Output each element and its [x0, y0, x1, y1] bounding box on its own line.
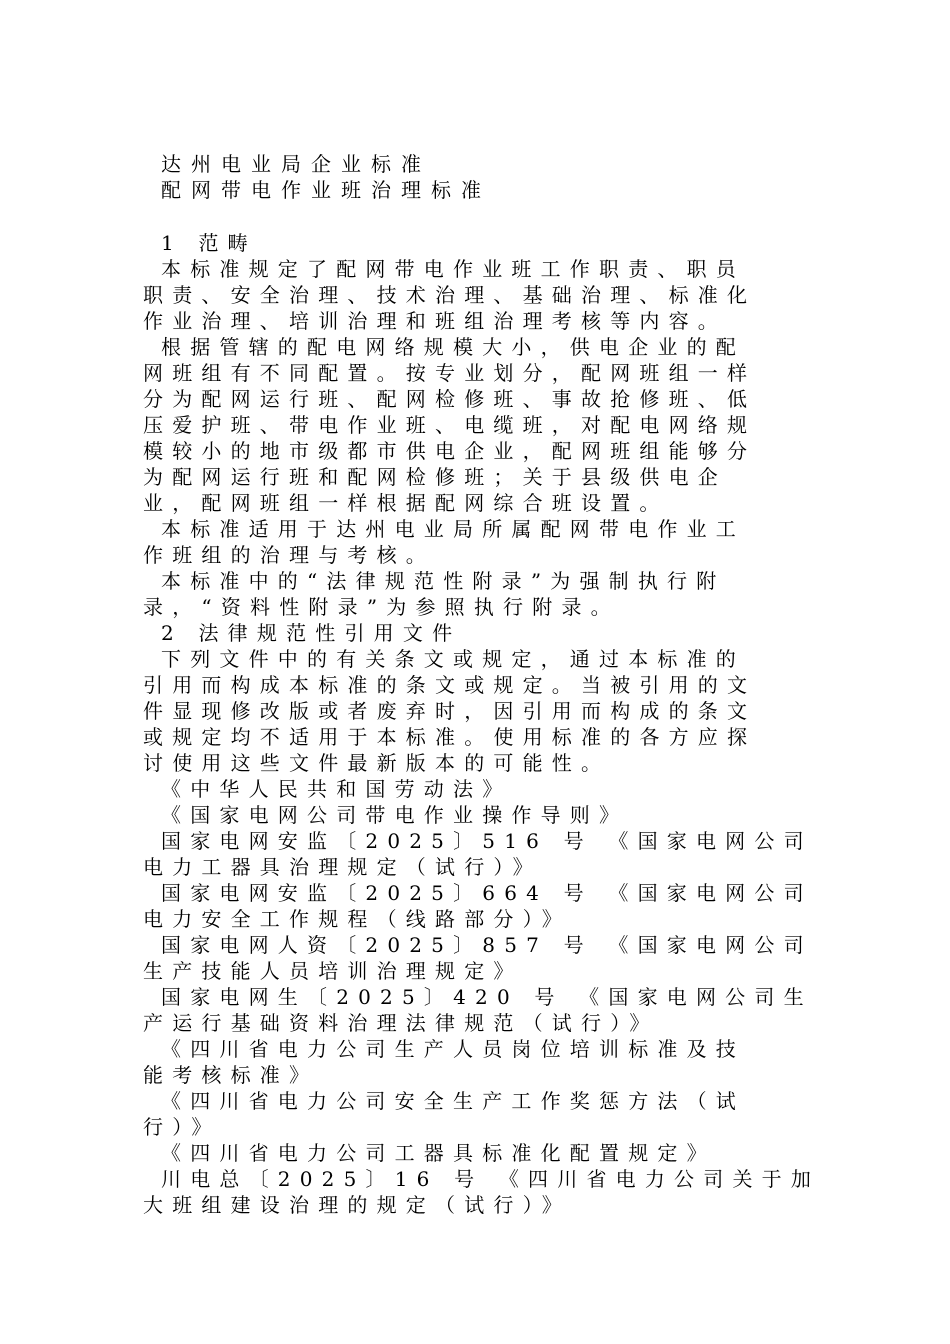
document-title-line-2: 配网带电作业班治理标准	[161, 178, 491, 202]
text-line: 为配网运行班和配网检修班；关于县级供电企	[143, 465, 727, 489]
reference-item: 国家电网安监〔2025〕516 号 《国家电网公司	[161, 829, 813, 853]
text-line: 本标准中的“法律规范性附录”为强制执行附	[161, 569, 726, 593]
text-line: 录，“资料性附录”为参照执行附录。	[143, 595, 620, 619]
reference-item-cont: 大班组建设治理的规定（试行）》	[143, 1193, 571, 1217]
text-line: 网班组有不同配置。按专业划分，配网班组一样	[143, 361, 757, 385]
text-line: 本标准规定了配网带电作业班工作职责、职员	[161, 257, 745, 281]
reference-item: 《中华人民共和国劳动法》	[161, 777, 512, 801]
reference-item-cont: 电力工器具治理规定（试行）》	[143, 855, 542, 879]
reference-item-cont: 电力安全工作规程（线路部分）》	[143, 907, 571, 931]
text-line: 下列文件中的有关条文或规定，通过本标准的	[161, 647, 745, 671]
reference-item: 《国家电网公司带电作业操作导则》	[161, 803, 629, 827]
reference-item: 《四川省电力公司工器具标准化配置规定》	[161, 1141, 716, 1165]
reference-item-cont: 产运行基础资料治理法律规范（试行）》	[143, 1011, 659, 1035]
text-line: 或规定均不适用于本标准。使用标准的各方应探	[143, 725, 757, 749]
text-line: 件显现修改版或者废弃时，因引用而构成的条文	[143, 699, 757, 723]
section-2-heading: 2 法律规范性引用文件	[161, 621, 462, 645]
reference-item: 《四川省电力公司安全生产工作奖惩方法（试	[161, 1089, 745, 1113]
reference-item: 川电总〔2025〕16 号 《四川省电力公司关于加	[161, 1167, 821, 1191]
text-line: 引用而构成本标准的条文或规定。当被引用的文	[143, 673, 757, 697]
text-line: 业，配网班组一样根据配网综合班设置。	[143, 491, 669, 515]
reference-item-cont: 行）》	[143, 1115, 221, 1139]
text-line: 作业治理、培训治理和班组治理考核等内容。	[143, 309, 727, 333]
text-line: 职责、安全治理、技术治理、基础治理、标准化	[143, 283, 757, 307]
reference-item-cont: 能考核标准》	[143, 1063, 319, 1087]
reference-item: 国家电网安监〔2025〕664 号 《国家电网公司	[161, 881, 813, 905]
reference-item: 国家电网人资〔2025〕857 号 《国家电网公司	[161, 933, 813, 957]
reference-item-cont: 生产技能人员培训治理规定》	[143, 959, 523, 983]
reference-item: 国家电网生〔2025〕420 号 《国家电网公司生	[161, 985, 813, 1009]
text-line: 根据管辖的配电网络规模大小，供电企业的配	[161, 335, 745, 359]
section-1-heading: 1 范畴	[161, 231, 257, 255]
text-line: 模较小的地市级都市供电企业，配网班组能够分	[143, 439, 757, 463]
text-line: 讨使用这些文件最新版本的可能性。	[143, 751, 611, 775]
text-line: 本标准适用于达州电业局所属配网带电作业工	[161, 517, 745, 541]
reference-item: 《四川省电力公司生产人员岗位培训标准及技	[161, 1037, 745, 1061]
text-line: 分为配网运行班、配网检修班、事故抢修班、低	[143, 387, 757, 411]
document-title-line-1: 达州电业局企业标准	[161, 152, 431, 176]
text-line: 作班组的治理与考核。	[143, 543, 435, 567]
text-line: 压爱护班、带电作业班、电缆班，对配电网络规	[143, 413, 757, 437]
